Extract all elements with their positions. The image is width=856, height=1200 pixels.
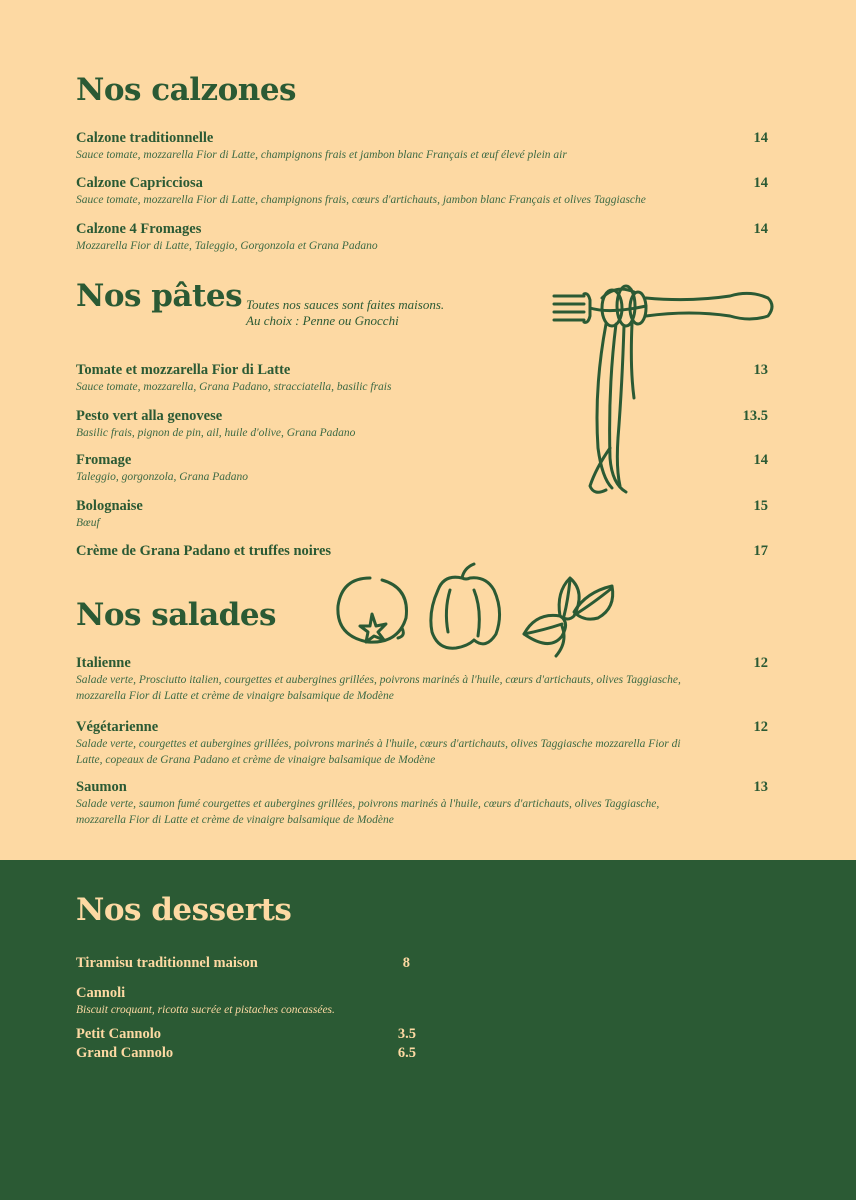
item-price: 14 — [753, 221, 768, 237]
menu-item-vegetarienne — [76, 719, 768, 768]
item-price: 17 — [753, 543, 768, 559]
item-name: Saumon — [76, 779, 127, 795]
menu-item-grand-cannolo — [76, 1044, 416, 1062]
menu-item-bolognaise — [76, 498, 768, 531]
menu-item-fromage — [76, 452, 768, 485]
item-name: Tomate et mozzarella Fior di Latte — [76, 362, 291, 378]
item-description: Biscuit croquant, ricotta sucrée et pistaches concassées. — [76, 1004, 335, 1016]
section-title-salades: Nos salades — [76, 597, 277, 633]
item-price: 8 — [402, 955, 410, 971]
item-price: 14 — [753, 452, 768, 468]
item-description: Salade verte, courgettes et aubergines grillées, poivrons marinés à l'huile, cœurs d'artichauts, olives Taggiasche mozzarella Fior di Latte, copeaux de Grana Padano et crème de vinaigre balsamique de Modène — [76, 738, 681, 766]
item-name: Tiramisu traditionnel maison — [76, 955, 258, 971]
menu-item-tiramisu — [76, 954, 416, 972]
item-name: Grand Cannolo — [76, 1045, 174, 1061]
item-description: Salade verte, saumon fumé courgettes et aubergines grillées, poivrons marinés à l'huile, cœurs d'artichauts, olives Taggiasche, mozzarella Fior di Latte et crème de vinaigre balsamique de Modène — [76, 798, 660, 826]
menu-item-creme-grana-truffes — [76, 543, 768, 560]
menu-item-italienne — [76, 655, 768, 704]
bell-pepper-icon — [424, 560, 504, 652]
section-title-desserts: Nos desserts — [76, 892, 292, 928]
item-name: Cannoli — [76, 985, 126, 1001]
item-name: Calzone traditionnelle — [76, 130, 214, 146]
section-title-pates: Nos pâtes — [76, 278, 243, 314]
menu-item-calzone-capricciosa — [76, 175, 768, 208]
item-name: Italienne — [76, 655, 131, 671]
desserts-section — [0, 860, 856, 1200]
item-price: 15 — [753, 498, 768, 514]
item-price: 3.5 — [397, 1026, 416, 1042]
item-price: 12 — [753, 719, 768, 735]
pates-note-sauces: Toutes nos sauces sont faites maisons. — [246, 297, 445, 312]
basil-icon — [516, 572, 618, 658]
menu-item-petit-cannolo — [76, 1025, 416, 1043]
item-description: Basilic frais, pignon de pin, ail, huile d'olive, Grana Padano — [76, 427, 356, 439]
item-description: Taleggio, gorgonzola, Grana Padano — [76, 471, 248, 483]
item-name: Calzone Capricciosa — [76, 175, 203, 191]
item-price: 14 — [753, 130, 768, 146]
item-description: Sauce tomate, mozzarella, Grana Padano, stracciatella, basilic frais — [76, 381, 392, 393]
menu-item-tomate-mozzarella — [76, 362, 768, 395]
item-description: Bœuf — [76, 517, 100, 529]
pates-note-choice: Au choix : Penne ou Gnocchi — [246, 313, 399, 328]
item-name: Bolognaise — [76, 498, 143, 514]
item-name: Crème de Grana Padano et truffes noires — [76, 543, 332, 559]
item-description: Sauce tomate, mozzarella Fior di Latte, champignons frais et jambon blanc Français et œuf élevé plein air — [76, 149, 567, 161]
pates-note — [246, 297, 444, 329]
item-price: 6.5 — [397, 1045, 416, 1061]
item-price: 13.5 — [742, 408, 768, 424]
item-description: Mozzarella Fior di Latte, Taleggio, Gorgonzola et Grana Padano — [76, 240, 378, 252]
item-price: 13 — [753, 779, 768, 795]
item-name: Fromage — [76, 452, 132, 468]
menu-item-calzone-traditionnelle — [76, 130, 768, 163]
menu-item-cannoli — [76, 984, 476, 1018]
item-name: Végétarienne — [76, 719, 159, 735]
item-price: 13 — [753, 362, 768, 378]
item-name: Pesto vert alla genovese — [76, 408, 223, 424]
item-price: 14 — [753, 175, 768, 191]
item-price: 12 — [753, 655, 768, 671]
menu-item-saumon — [76, 779, 768, 828]
item-name: Petit Cannolo — [76, 1026, 161, 1042]
item-description: Sauce tomate, mozzarella Fior di Latte, champignons frais, cœurs d'artichauts, jambon blanc Français et olives Taggiasche — [76, 194, 646, 206]
section-title-calzones: Nos calzones — [76, 72, 296, 108]
menu-item-calzone-4-fromages — [76, 221, 768, 254]
item-name: Calzone 4 Fromages — [76, 221, 202, 237]
menu-item-pesto-genovese — [76, 408, 768, 441]
tomato-icon — [332, 574, 412, 646]
item-description: Salade verte, Prosciutto italien, courgettes et aubergines grillées, poivrons marinés à l'huile, cœurs d'artichauts, olives Taggiasche, mozzarella Fior di Latte et crème de vinaigre balsamique de Modène — [76, 674, 681, 702]
